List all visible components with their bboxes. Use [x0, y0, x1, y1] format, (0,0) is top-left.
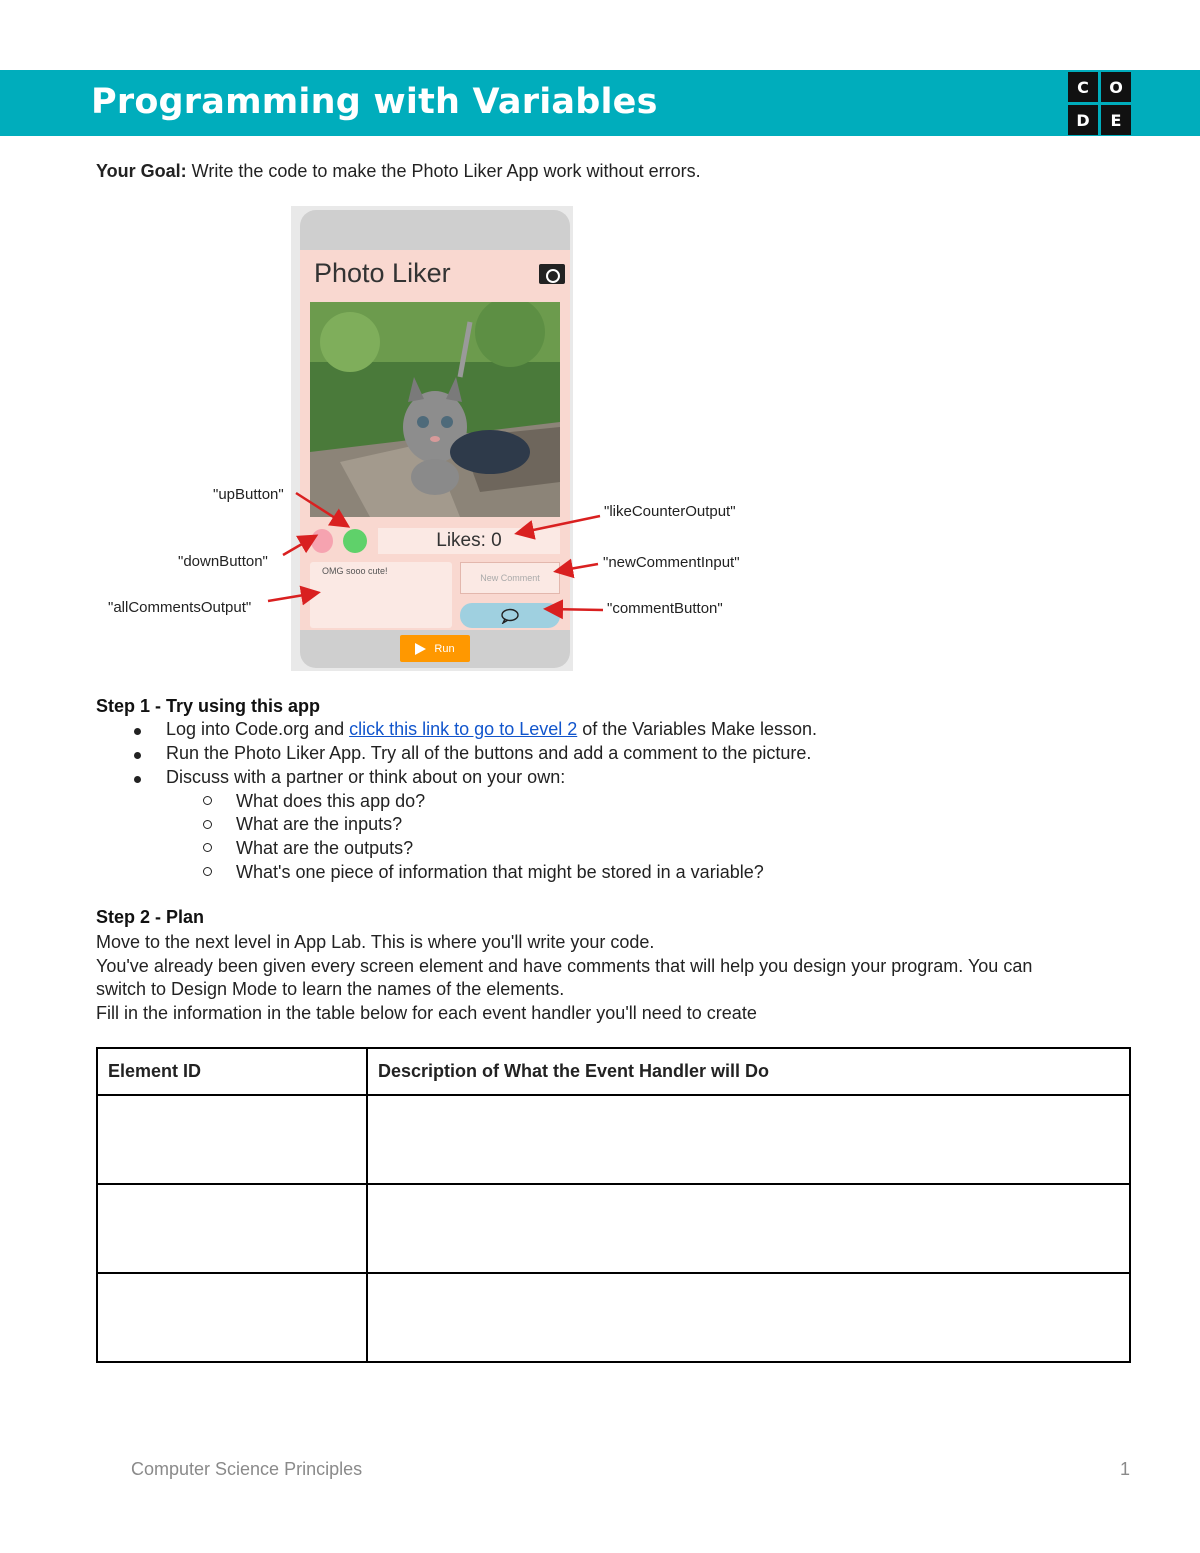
table-cell-element-id[interactable]: [97, 1095, 367, 1184]
goal-line: [96, 161, 701, 182]
step1-bullet-run: Run the Photo Liker App. Try all of the buttons and add a comment to the picture.: [166, 743, 812, 763]
arrow-down-button: [283, 537, 314, 555]
arrow-comment-button: [548, 609, 603, 610]
step2-line: Fill in the information in the table below for each event handler you'll need to create: [96, 1003, 757, 1023]
table-cell-description[interactable]: [367, 1273, 1130, 1362]
arrow-new-comment-input: [558, 564, 598, 571]
step2-title: Step 2 - Plan: [96, 907, 205, 927]
sub-bullet-circle: [203, 796, 212, 805]
column-header-element-id: Element ID: [97, 1048, 367, 1095]
sub-item: What are the inputs?: [236, 814, 403, 834]
table-header-row: [97, 1048, 1130, 1095]
goal-label: Your Goal:: [96, 161, 187, 181]
sub-item: What's one piece of information that might be stored in a variable?: [236, 862, 764, 882]
callout-up-button: "upButton": [213, 486, 284, 503]
callout-like-counter-output: "likeCounterOutput": [604, 503, 736, 520]
step2-line: You've already been given every screen element and have comments that will help you design your program. You can: [96, 956, 1033, 976]
logo-letter: E: [1101, 105, 1131, 135]
table-row: [97, 1184, 1130, 1273]
arrow-all-comments-output: [268, 593, 316, 601]
callout-comment-button: "commentButton": [607, 600, 723, 617]
bullet-dot: [134, 728, 141, 735]
logo-letter: O: [1101, 72, 1131, 102]
footer-course: Computer Science Principles: [131, 1459, 363, 1479]
event-handler-table: [96, 1047, 1131, 1363]
table-row: [97, 1273, 1130, 1362]
sub-item: What does this app do?: [236, 791, 426, 811]
callout-arrows: [0, 200, 1200, 675]
table-cell-description[interactable]: [367, 1184, 1130, 1273]
app-title: Photo Liker: [314, 258, 451, 288]
sub-item: What are the outputs?: [236, 838, 414, 858]
table-cell-element-id[interactable]: [97, 1184, 367, 1273]
page-title: Programming with Variables: [91, 82, 658, 122]
arrow-like-counter-output: [519, 516, 600, 533]
step2-line: Move to the next level in App Lab. This is where you'll write your code.: [96, 932, 655, 952]
page-number: 1: [1120, 1459, 1131, 1479]
arrow-up-button: [296, 493, 346, 525]
column-header-description: Description of What the Event Handler will Do: [367, 1048, 1130, 1095]
new-comment-input[interactable]: New Comment: [460, 562, 560, 594]
callout-down-button: "downButton": [178, 553, 268, 570]
step1-bullet-discuss: Discuss with a partner or think about on your own:: [166, 767, 566, 787]
sub-bullet-circle: [203, 867, 212, 876]
app-screenshot-figure: [0, 200, 1200, 675]
step1-bullet-login: [166, 719, 817, 740]
callout-new-comment-input: "newCommentInput": [603, 554, 740, 571]
bullet-dot: [134, 776, 141, 783]
step1-title: Step 1 - Try using this app: [96, 696, 321, 716]
bullet-text: Log into Code.org and: [166, 719, 350, 739]
goal-text: Write the code to make the Photo Liker App work without errors.: [186, 161, 701, 181]
like-counter-output: Likes: 0: [378, 528, 560, 554]
logo-letter: D: [1068, 105, 1098, 135]
table-row: [97, 1095, 1130, 1184]
logo-letter: C: [1068, 72, 1098, 102]
table-cell-element-id[interactable]: [97, 1273, 367, 1362]
callout-all-comments-output: "allCommentsOutput": [108, 599, 252, 616]
step2-line: switch to Design Mode to learn the names of the elements.: [96, 979, 565, 999]
level-2-link[interactable]: click this link to go to Level 2: [349, 719, 578, 739]
bullet-text: of the Variables Make lesson.: [577, 719, 818, 739]
table-cell-description[interactable]: [367, 1095, 1130, 1184]
sub-bullet-circle: [203, 843, 212, 852]
sub-bullet-circle: [203, 820, 212, 829]
run-label: Run: [434, 642, 455, 655]
code-logo: [1068, 72, 1132, 136]
bullet-dot: [134, 752, 141, 759]
all-comments-output: OMG sooo cute!: [310, 562, 452, 628]
